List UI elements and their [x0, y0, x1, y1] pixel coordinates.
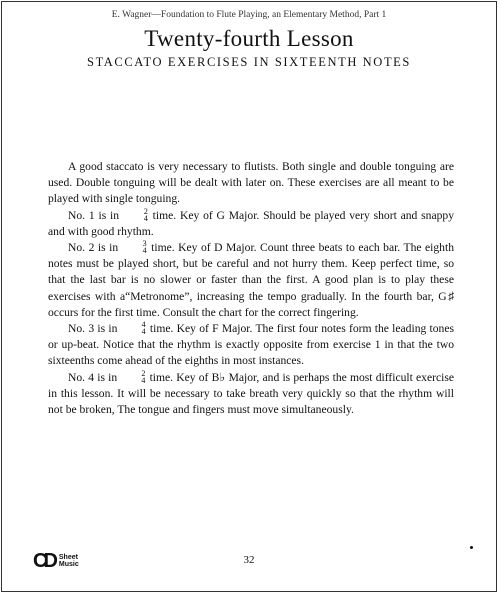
lesson-title: Twenty-fourth Lesson — [144, 26, 354, 51]
page-number: 32 — [243, 554, 255, 566]
time-signature: 2 4 — [141, 368, 146, 385]
paragraph-text: time. Key of D Major. Count three beats to each bar. The eighth notes must be played short, but be careful and not hurry them. Keep perfect time, so that the last bar is no slower or faster than the first. A good plan is to play these exercises with a“Metronome”, increasing the tempo gradually. In the fourth bar, G♯ occurs for the first time. Consult the chart for the correct fingering. — [48, 241, 454, 319]
running-head: E. Wagner—Foundation to Flute Playing, an Elementary Method, Part 1 — [111, 10, 387, 20]
logo-mark: CD — [33, 550, 54, 572]
time-signature: 4 4 — [141, 320, 146, 337]
paragraph-lead: No. 2 is in — [68, 241, 119, 255]
paragraph-text: time. Key of F Major. The first four notes form the leading tones or up-beat. Notice that the rhythm is exactly opposite from exercise 1 in that the two sixteenths come ahead of the eighths in most instances. — [48, 322, 455, 368]
paragraph-lead: No. 3 is in — [68, 322, 118, 336]
paragraph-intro: A good staccato is very necessary to flutists. Both single and double tonguing are used. Double tonguing will be dealt with later on. These exercises are all meant to be played with single tonguing. — [48, 160, 454, 206]
paragraph-no2 — [48, 240, 454, 321]
paragraph-text: time. Key of G Major. Should be played very short and snappy and with good rhythm. — [48, 208, 455, 238]
paragraph-lead: No. 4 is in — [68, 370, 118, 384]
paragraph-no4 — [48, 370, 454, 419]
lesson-body — [48, 159, 454, 418]
paragraph-text: time. Key of B♭ Major, and is perhaps the most difficult exercise in this lesson. It will be necessary to take breath very quickly so that the rhythm will not be broken, The tongue and fingers must move simultaneously. — [48, 370, 454, 417]
logo-text: Sheet Music — [58, 554, 79, 568]
paragraph-no1 — [48, 208, 454, 240]
document-page — [1, 1, 497, 592]
paragraph-no3 — [48, 321, 454, 370]
time-signature: 3 4 — [142, 239, 147, 256]
paragraph-lead: No. 1 is in — [68, 208, 120, 222]
page-mark-dot — [470, 546, 473, 549]
time-signature: 2 4 — [143, 206, 148, 223]
lesson-subtitle: STACCATO EXERCISES IN SIXTEENTH NOTES — [87, 55, 411, 69]
